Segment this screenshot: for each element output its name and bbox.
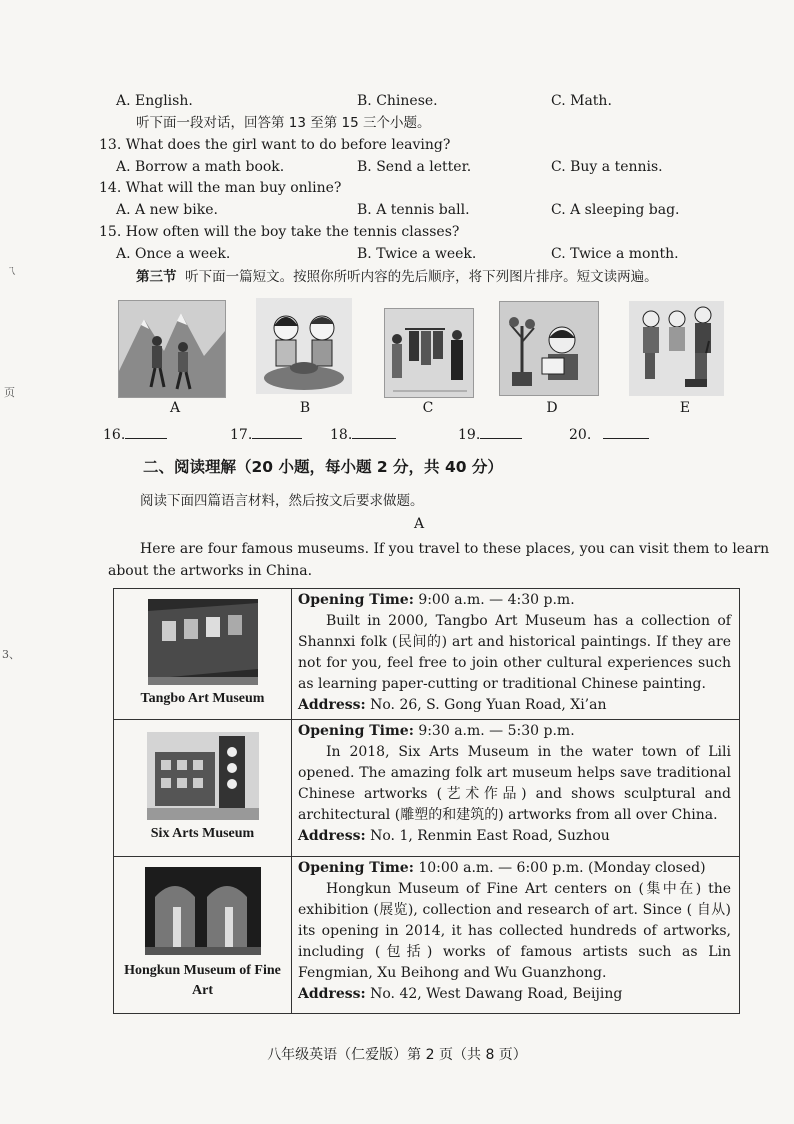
option-a: A. A new bike. xyxy=(116,202,218,218)
reading-instruction: 阅读下面四篇语言材料，然后按文后要求做题。 xyxy=(140,493,424,509)
section3-instruction xyxy=(136,268,658,286)
picture-label-b: B xyxy=(299,400,311,416)
museum-info-cell xyxy=(292,857,740,1014)
museum-info-cell xyxy=(292,589,740,720)
six-arts-museum-photo xyxy=(147,732,259,820)
option-a: A. Once a week. xyxy=(116,246,231,262)
opening-time-label: Opening Time: xyxy=(298,723,414,739)
hikers-picture xyxy=(118,300,226,398)
option-b: B. Send a letter. xyxy=(357,159,472,175)
museum-row xyxy=(114,857,740,1014)
blank-line[interactable] xyxy=(125,424,167,439)
museum-row xyxy=(114,589,740,720)
option-a: A. English. xyxy=(116,93,193,109)
blank-number: 16. xyxy=(103,427,126,443)
option-c: C. Twice a month. xyxy=(551,246,679,262)
answer-blank-16[interactable] xyxy=(103,424,167,444)
opening-time: 9:30 a.m. — 5:30 p.m. xyxy=(418,723,575,739)
opening-time: 10:00 a.m. — 6:00 p.m. (Monday closed) xyxy=(418,860,706,876)
intro-line: about the artworks in China. xyxy=(108,563,313,579)
opening-time-label: Opening Time: xyxy=(298,860,414,876)
blank-number: 18. xyxy=(330,427,353,443)
picture-label-d: D xyxy=(546,400,558,416)
answer-blank-20[interactable] xyxy=(569,424,649,444)
boy-reading-picture xyxy=(499,301,599,396)
option-b: B. A tennis ball. xyxy=(357,202,470,218)
museum-name: Tangbo Art Museum xyxy=(140,691,265,706)
museum-address: No. 42, West Dawang Road, Beijing xyxy=(370,986,623,1002)
blank-number: 17. xyxy=(230,427,253,443)
museum-description: In 2018, Six Arts Museum in the water town of Lili opened. The amazing folk art museum helps save traditional Chinese artworks (艺术作品) and shows sculptural and architectural (雕塑的和建筑的) artworks from all over China. xyxy=(298,744,731,823)
question-stem: 13. What does the girl want to do before leaving? xyxy=(99,137,451,153)
intro-line: Here are four famous museums. If you travel to these places, you can visit them to learn xyxy=(140,541,770,557)
museum-name: Hongkun Museum of Fine Art xyxy=(124,963,281,998)
passage-label: A xyxy=(414,516,425,532)
museum-address: No. 1, Renmin East Road, Suzhou xyxy=(370,828,610,844)
picture-label-c: C xyxy=(422,400,434,416)
margin-mark: 页 xyxy=(4,386,15,399)
section3-text: 听下面一篇短文。按照你所听内容的先后顺序，将下列图片排序。短文读两遍。 xyxy=(185,269,658,285)
address-label: Address: xyxy=(298,828,366,844)
museum-row xyxy=(114,720,740,857)
blank-number: 20. xyxy=(569,427,592,443)
museum-image-cell xyxy=(114,589,292,720)
answer-blank-17[interactable] xyxy=(230,424,302,444)
blank-number: 19. xyxy=(458,427,481,443)
museum-description: Built in 2000, Tangbo Art Museum has a collection of Shannxi folk (民间的) art and historical paintings. If they are not for you, feel free to join other cultural experiences such as learning paper-cutting or traditional Chinese painting. xyxy=(298,613,731,692)
museum-image-cell xyxy=(114,857,292,1014)
option-b: B. Twice a week. xyxy=(357,246,477,262)
question-stem: 14. What will the man buy online? xyxy=(99,180,342,196)
option-c: C. Math. xyxy=(551,93,612,109)
museum-info-cell xyxy=(292,720,740,857)
option-c: C. Buy a tennis. xyxy=(551,159,663,175)
museum-address: No. 26, S. Gong Yuan Road, Xi’an xyxy=(370,697,607,713)
opening-time-label: Opening Time: xyxy=(298,592,414,608)
museum-description: Hongkun Museum of Fine Art centers on (集中在) the exhibition (展览), collection and research of art. Since ( 自从) its opening in 2014, it has collected hundreds of artworks, including (包括) works of famous artists such as Lin Fengmian, Xu Beihong and Wu Guanzhong. xyxy=(298,881,731,981)
kids-sweeping-picture xyxy=(629,301,724,396)
option-c: C. A sleeping bag. xyxy=(551,202,680,218)
address-label: Address: xyxy=(298,986,366,1002)
answer-blank-19[interactable] xyxy=(458,424,522,444)
reading-heading: 二、阅读理解（20 小题，每小题 2 分，共 40 分） xyxy=(143,458,503,476)
museum-image-cell xyxy=(114,720,292,857)
answer-blank-18[interactable] xyxy=(330,424,396,444)
margin-mark: 3、 xyxy=(2,648,20,661)
option-a: A. Borrow a math book. xyxy=(116,159,285,175)
kids-cooking-picture xyxy=(256,298,352,394)
option-b: B. Chinese. xyxy=(357,93,438,109)
clothes-shopping-picture xyxy=(384,308,474,398)
tangbo-museum-photo xyxy=(148,599,258,685)
blank-line[interactable] xyxy=(480,424,522,439)
page-footer: 八年级英语（仁爱版）第 2 页（共 8 页） xyxy=(267,1047,527,1063)
margin-mark: ㄟ xyxy=(6,264,17,277)
blank-line[interactable] xyxy=(352,424,396,439)
hongkun-museum-photo xyxy=(145,867,261,955)
museum-table xyxy=(113,588,740,1014)
blank-line[interactable] xyxy=(603,424,649,439)
blank-line[interactable] xyxy=(252,424,302,439)
picture-label-e: E xyxy=(679,400,691,416)
museum-name: Six Arts Museum xyxy=(150,826,255,841)
section3-label: 第三节 xyxy=(136,269,177,285)
opening-time: 9:00 a.m. — 4:30 p.m. xyxy=(418,592,575,608)
picture-label-a: A xyxy=(169,400,181,416)
question-stem: 15. How often will the boy take the tennis classes? xyxy=(99,224,460,240)
address-label: Address: xyxy=(298,697,366,713)
dialog-instruction: 听下面一段对话，回答第 13 至第 15 三个小题。 xyxy=(136,115,431,131)
